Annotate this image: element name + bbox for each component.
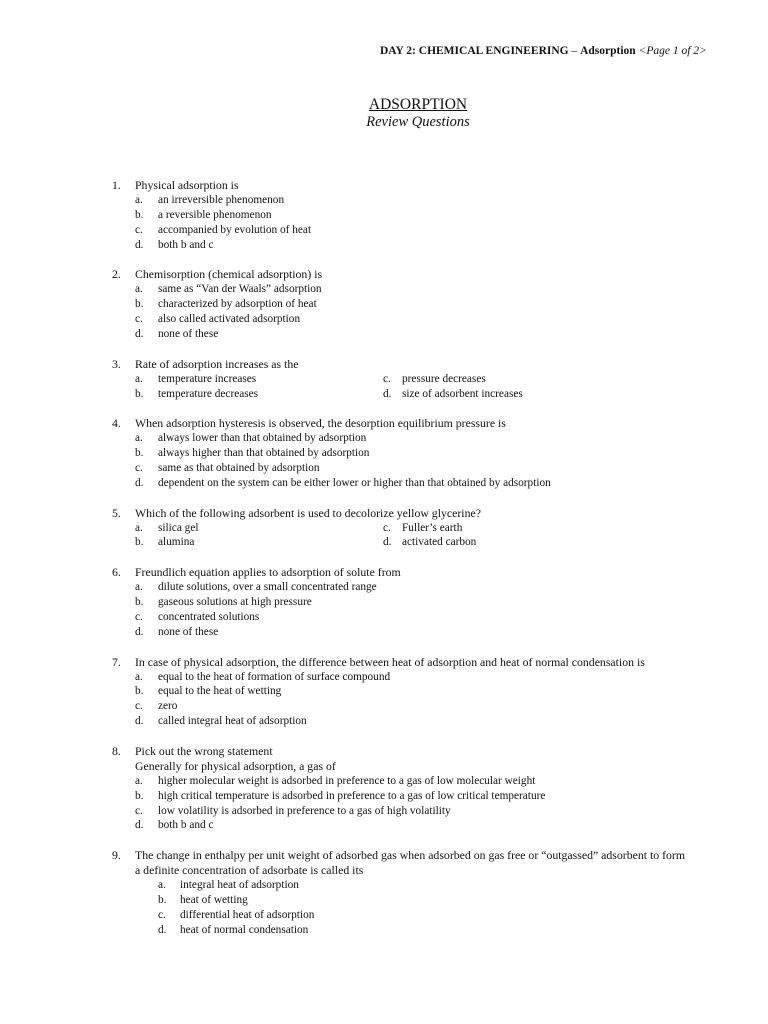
- question-text-line: a definite concentration of adsorbate is called its: [135, 863, 364, 878]
- option-letter: d.: [158, 923, 167, 936]
- option-letter: c.: [135, 223, 143, 236]
- option-letter: b.: [135, 789, 144, 802]
- option-text: low volatility is adsorbed in preference to a gas of high volatility: [158, 804, 451, 817]
- question-item: [0, 357, 768, 402]
- header-subject: CHEMICAL ENGINEERING: [418, 45, 569, 57]
- option-text: none of these: [158, 625, 219, 638]
- option-letter: b.: [135, 298, 144, 311]
- option-text: none of these: [158, 327, 219, 340]
- question-item: [0, 848, 768, 937]
- option-text: both b and c: [158, 819, 214, 832]
- option-row: [0, 908, 768, 923]
- option-text: heat of wetting: [180, 893, 248, 906]
- option-letter: d.: [135, 238, 144, 251]
- option-text: characterized by adsorption of heat: [158, 298, 317, 311]
- option-text: an irreversible phenomenon: [158, 193, 285, 206]
- option-text: dilute solutions, over a small concentrated range: [158, 581, 377, 594]
- option-letter: d.: [135, 476, 144, 489]
- option-row: [0, 670, 768, 685]
- option-text: equal to the heat of wetting: [158, 685, 282, 698]
- question-item: [0, 565, 768, 639]
- option-text: same as “Van der Waals” adsorption: [158, 283, 322, 296]
- option-row: [0, 312, 768, 327]
- question-number: 6.: [112, 565, 121, 580]
- question-text-line: In case of physical adsorption, the difference between heat of adsorption and heat of normal condensation is: [135, 654, 645, 669]
- option-letter: d.: [135, 327, 144, 340]
- option-letter: c.: [135, 804, 143, 817]
- option-row: [0, 684, 768, 699]
- header-day: DAY 2:: [380, 45, 416, 57]
- option-row: [0, 372, 768, 387]
- option-letter: c.: [135, 700, 143, 713]
- option-letter: a.: [135, 193, 143, 206]
- question-item: [0, 416, 768, 490]
- option-text: both b and c: [158, 238, 214, 251]
- header-topic: Adsorption: [580, 45, 636, 57]
- page-title: ADSORPTION: [368, 96, 468, 113]
- option-text: size of adsorbent increases: [402, 387, 523, 400]
- option-text: dependent on the system can be either lower or higher than that obtained by adsorption: [158, 476, 551, 489]
- option-row: [0, 461, 768, 476]
- question-text: [135, 565, 755, 580]
- option-letter: a.: [135, 283, 143, 296]
- question-text-line: Pick out the wrong statement: [135, 743, 273, 758]
- option-row: [0, 878, 768, 893]
- question-text-line: Physical adsorption is: [135, 178, 239, 192]
- option-row: [0, 327, 768, 342]
- question-text-line: Generally for physical adsorption, a gas of: [135, 758, 336, 773]
- option-row: [0, 535, 768, 550]
- option-text: Fuller’s earth: [402, 521, 463, 534]
- question-text-line: The change in enthalpy per unit weight of adsorbed gas when adsorbed on gas free or “outgassed” adsorbent to form: [135, 848, 686, 863]
- option-text: same as that obtained by adsorption: [158, 461, 320, 474]
- option-text: temperature decreases: [158, 387, 259, 400]
- option-row: [0, 446, 768, 461]
- page-header: [380, 45, 707, 57]
- option-text: higher molecular weight is adsorbed in preference to a gas of low molecular weight: [158, 774, 536, 787]
- option-letter: a.: [135, 774, 143, 787]
- option-row: [0, 625, 768, 640]
- question-item: [0, 655, 768, 729]
- option-letter: a.: [135, 581, 143, 594]
- option-row: [0, 521, 768, 536]
- question-text-line: Freundlich equation applies to adsorption of solute from: [135, 565, 401, 580]
- option-letter: a.: [135, 372, 143, 385]
- option-text: accompanied by evolution of heat: [158, 223, 312, 236]
- question-text: [135, 848, 755, 878]
- option-letter: d.: [135, 715, 144, 728]
- question-text: [135, 357, 755, 372]
- option-text: differential heat of adsorption: [180, 908, 315, 921]
- header-dash: –: [571, 45, 578, 57]
- option-letter: c.: [135, 313, 143, 326]
- option-letter: c.: [135, 610, 143, 623]
- option-letter: a.: [135, 670, 143, 683]
- option-row: [0, 774, 768, 789]
- option-row: [0, 387, 768, 402]
- option-text: equal to the heat of formation of surface compound: [158, 670, 391, 683]
- question-text: [135, 178, 755, 193]
- option-letter: b.: [135, 536, 144, 549]
- option-letter: c.: [383, 372, 391, 385]
- option-text: zero: [158, 700, 178, 713]
- option-row: [0, 297, 768, 312]
- question-text-line: Chemisorption (chemical adsorption) is: [135, 267, 323, 282]
- question-text: [135, 655, 755, 670]
- option-row: [0, 193, 768, 208]
- question-number: 2.: [112, 267, 121, 282]
- option-letter: a.: [135, 432, 143, 445]
- option-row: [0, 282, 768, 297]
- page-subtitle: Review Questions: [366, 114, 470, 130]
- option-letter: b.: [135, 208, 144, 221]
- question-item: [0, 267, 768, 341]
- option-letter: d.: [383, 387, 392, 400]
- option-letter: d.: [383, 536, 392, 549]
- option-text: gaseous solutions at high pressure: [158, 596, 312, 609]
- option-row: [0, 580, 768, 595]
- option-text: activated carbon: [402, 536, 477, 549]
- question-number: 3.: [112, 356, 121, 371]
- option-row: [0, 699, 768, 714]
- option-letter: d.: [135, 625, 144, 638]
- option-row: [0, 818, 768, 833]
- question-number: 8.: [112, 743, 121, 758]
- question-text-line: Rate of adsorption increases as the: [135, 356, 299, 371]
- option-row: [0, 476, 768, 491]
- option-row: [0, 595, 768, 610]
- question-number: 9.: [112, 848, 121, 863]
- option-text: heat of normal condensation: [180, 923, 309, 936]
- option-text: called integral heat of adsorption: [158, 715, 307, 728]
- question-number: 7.: [112, 654, 121, 669]
- option-row: [0, 610, 768, 625]
- question-item: [0, 178, 768, 252]
- question-text: [135, 744, 755, 774]
- option-text: always lower than that obtained by adsorption: [158, 432, 367, 445]
- question-number: 5.: [112, 505, 121, 520]
- option-row: [0, 789, 768, 804]
- option-text: high critical temperature is adsorbed in preference to a gas of low critical temperature: [158, 789, 546, 802]
- option-text: pressure decreases: [402, 372, 486, 385]
- option-text: concentrated solutions: [158, 610, 260, 623]
- question-text: [135, 416, 755, 431]
- option-text: alumina: [158, 536, 195, 549]
- option-text: also called activated adsorption: [158, 313, 301, 326]
- option-letter: a.: [158, 879, 166, 892]
- option-row: [0, 804, 768, 819]
- option-row: [0, 923, 768, 938]
- option-row: [0, 893, 768, 908]
- option-text: a reversible phenomenon: [158, 208, 272, 221]
- option-row: [0, 238, 768, 253]
- option-letter: c.: [158, 908, 166, 921]
- question-text: [135, 267, 755, 282]
- option-letter: c.: [383, 521, 391, 534]
- option-text: temperature increases: [158, 372, 257, 385]
- option-letter: d.: [135, 819, 144, 832]
- option-text: silica gel: [158, 521, 199, 534]
- option-letter: b.: [135, 387, 144, 400]
- option-row: [0, 223, 768, 238]
- question-list: [0, 178, 768, 952]
- question-number: 4.: [112, 416, 121, 431]
- option-letter: c.: [135, 461, 143, 474]
- option-row: [0, 714, 768, 729]
- header-page-indicator: <Page 1 of 2>: [638, 45, 707, 57]
- option-text: integral heat of adsorption: [180, 879, 299, 892]
- option-row: [0, 431, 768, 446]
- option-row: [0, 208, 768, 223]
- option-letter: a.: [135, 521, 143, 534]
- question-item: [0, 506, 768, 551]
- question-text-line: Which of the following adsorbent is used to decolorize yellow glycerine?: [135, 505, 481, 520]
- question-number: 1.: [112, 178, 121, 192]
- option-text: always higher than that obtained by adsorption: [158, 447, 370, 460]
- question-item: [0, 744, 768, 833]
- option-letter: b.: [135, 447, 144, 460]
- question-text: [135, 506, 755, 521]
- option-letter: b.: [135, 685, 144, 698]
- option-letter: b.: [158, 893, 167, 906]
- option-letter: b.: [135, 596, 144, 609]
- question-text-line: When adsorption hysteresis is observed, the desorption equilibrium pressure is: [135, 416, 506, 431]
